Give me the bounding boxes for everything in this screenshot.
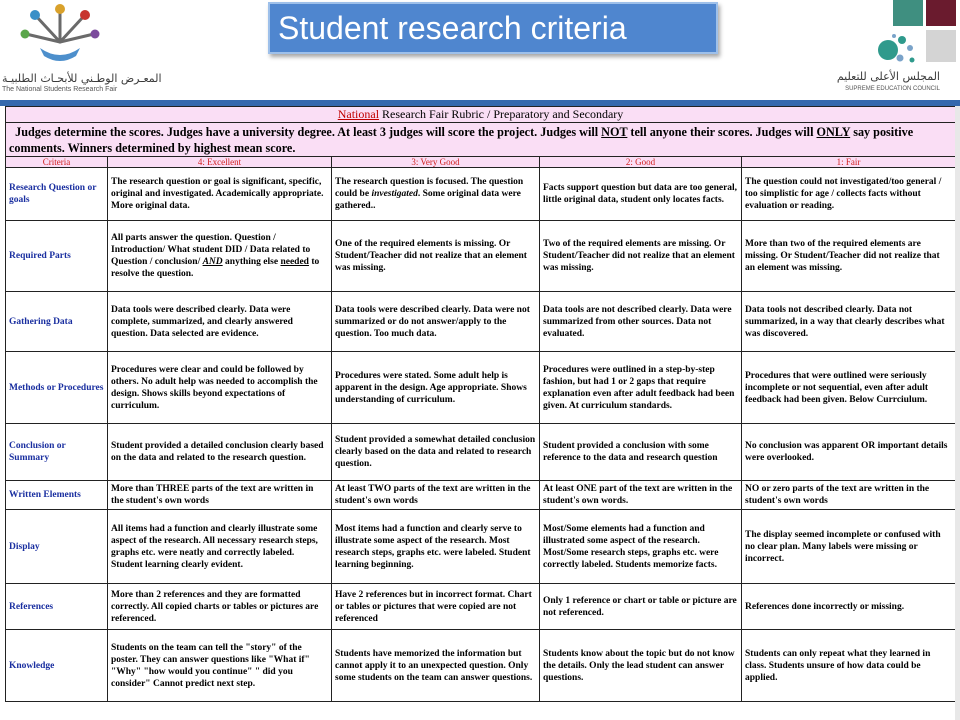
supreme-education-council-logo [870,28,930,68]
score-fair: Data tools not described clearly. Data not summarized, in a way that clearly describes what was discovered. [742,292,956,352]
score-very-good: Students have memorized the information but cannot apply it to an unexpected question. Only some students on the team can answer questions. [332,630,540,702]
score-very-good: Most items had a function and clearly serve to illustrate some aspect of the research. Most research steps, graphs etc. were labeled. Student learning beginning. [332,510,540,584]
fair-name-english: The National Students Research Fair [2,86,118,93]
instructions-part-1: Judges determine the scores. Judges have a university degree. At least 3 judges will score the project. Judges will [15,124,602,139]
score-excellent: Student provided a detailed conclusion clearly based on the data and related to the research question. [108,424,332,481]
score-fair: Procedures that were outlined were seriously incomplete or not sequential, even after adult feedback had been given. Below Currciulum. [742,352,956,424]
score-excellent: Procedures were clear and could be followed by others. No adult help was needed to accomplish the design. Shows skills beyond expectations of curriculum. [108,352,332,424]
score-very-good [332,168,540,221]
instructions-part-2: tell anyone their scores. Judges will [627,124,817,139]
rubric-header-row [6,157,956,168]
rubric-title-main: Research Fair Rubric [382,107,485,121]
column-header-criteria: Criteria [6,157,108,168]
slide-edge-decoration [955,106,960,720]
score-fair: More than two of the required elements are missing. Or Student/Teacher did not realize that an element was missing. [742,221,956,292]
score-very-good: One of the required elements is missing. Or Student/Teacher did not realize that an element was missing. [332,221,540,292]
column-header-good: 2: Good [540,157,742,168]
score-fair: References done incorrectly or missing. [742,584,956,630]
column-header-fair: 1: Fair [742,157,956,168]
criterion-label: References [6,584,108,630]
council-name-arabic: المجلس الأعلى للتعليم [836,70,940,83]
very-good-italic: investigated [371,189,418,199]
rubric-instructions [6,123,956,157]
score-very-good: Student provided a somewhat detailed conclusion clearly based on the data and related to research question. [332,424,540,481]
page-title-box [268,2,718,54]
criterion-label: Display [6,510,108,584]
column-header-very-good: 3: Very Good [332,157,540,168]
criterion-label: Gathering Data [6,292,108,352]
criterion-label: Methods or Procedures [6,352,108,424]
rubric-table [5,106,956,702]
instructions-not: NOT [601,124,628,139]
rubric-title [6,107,956,123]
excellent-text-b: anything else [222,257,281,267]
criterion-label: Knowledge [6,630,108,702]
column-header-excellent: 4: Excellent [108,157,332,168]
score-good: Most/Some elements had a function and illustrated some aspect of the research. Most/Some research steps, graphs etc. were correctly labeled. Students memorize facts. [540,510,742,584]
score-excellent: Students on the team can tell the "story" of the poster. They can answer questions like "What if" "Why" "how would you continue" " did you consider" Cannot predict next step. [108,630,332,702]
rubric-title-level: / Preparatory and Secondary [487,107,624,121]
table-row [6,510,956,584]
score-fair: The question could not investigated/too general / too simplistic for age / collects facts without evaluation or reading. [742,168,956,221]
score-good: At least ONE part of the text are written in the student's own words. [540,481,742,510]
score-good: Procedures were outlined in a step-by-step fashion, but had 1 or 2 gaps that require explanation even after adult feedback had been given. At curriculum standards. [540,352,742,424]
excellent-text-a: All parts answer the question. Question / Introduction/ What student DID / Data related to Question / conclusion/ [111,233,311,267]
criterion-label: Conclusion or Summary [6,424,108,481]
score-excellent: All items had a function and clearly illustrate some aspect of the research. All necessary research steps, graphs etc. were neatly and correctly labeled. Student learning clearly evident. [108,510,332,584]
table-row [6,352,956,424]
accent-square-teal [893,0,923,26]
fair-name-arabic: المعـرض الوطـني للأبحـاث الطلبيـة [2,72,162,85]
score-very-good: Data tools were described clearly. Data were not summarized or do not answer/apply to the question. Too much data. [332,292,540,352]
page-title: Student research criteria [278,10,627,46]
rubric-instructions-row [6,123,956,157]
score-very-good: Procedures were stated. Some adult help is apparent in the design. Age appropriate. Shows understanding of curriculum. [332,352,540,424]
instructions-only: ONLY [816,124,851,139]
table-row [6,584,956,630]
score-excellent: More than THREE parts of the text are written in the student's own words [108,481,332,510]
very-good-text-a: The research question is focused. The question could be [335,177,524,199]
table-row [6,292,956,352]
excellent-and: AND [202,257,223,267]
instructions-part-3: say positive comments. Winners determined by highest mean score. [9,124,914,155]
score-excellent: The research question or goal is significant, specific, original and investigated. Academically appropriate. More original data. [108,168,332,221]
council-name-english: SUPREME EDUCATION COUNCIL [845,86,940,92]
score-fair: The display seemed incomplete or confused with no clear plan. Many labels were missing or incorrect. [742,510,956,584]
criterion-label: Required Parts [6,221,108,292]
table-row [6,630,956,702]
accent-square-gray [926,30,956,62]
table-row [6,221,956,292]
excellent-text-c: to resolve the question. [111,257,320,279]
score-good: Two of the required elements are missing. Or Student/Teacher did not realize that an element was missing. [540,221,742,292]
rubric-title-row [6,107,956,123]
score-fair: NO or zero parts of the text are written in the student's own words [742,481,956,510]
score-very-good: At least TWO parts of the text are written in the student's own words [332,481,540,510]
excellent-needed: needed [280,257,309,267]
criterion-label: Written Elements [6,481,108,510]
score-good: Student provided a conclusion with some reference to the data and research question [540,424,742,481]
score-good: Only 1 reference or chart or table or picture are not referenced. [540,584,742,630]
score-excellent: More than 2 references and they are formatted correctly. All copied charts or tables or pictures are referenced. [108,584,332,630]
score-good: Students know about the topic but do not know the details. Only the lead student can answer questions. [540,630,742,702]
table-row [6,481,956,510]
table-row [6,424,956,481]
score-fair: No conclusion was apparent OR important details were overlooked. [742,424,956,481]
rubric-title-national: National [337,107,380,121]
score-excellent: Data tools were described clearly. Data were complete, summarized, and clearly answered question. Data selected are evidence. [108,292,332,352]
accent-square-maroon [926,0,956,26]
table-row [6,168,956,221]
score-good: Facts support question but data are too general, little original data, student only locates facts. [540,168,742,221]
score-excellent [108,221,332,292]
score-good: Data tools are not described clearly. Data were summarized from other sources. Data not evaluated. [540,292,742,352]
very-good-text-b: . Some original data were gathered.. [335,189,521,211]
score-fair: Students can only repeat what they learned in class. Students unsure of how data could be applied. [742,630,956,702]
criterion-label: Research Question or goals [6,168,108,221]
score-very-good: Have 2 references but in incorrect format. Chart or tables or pictures that were copied are not referenced [332,584,540,630]
